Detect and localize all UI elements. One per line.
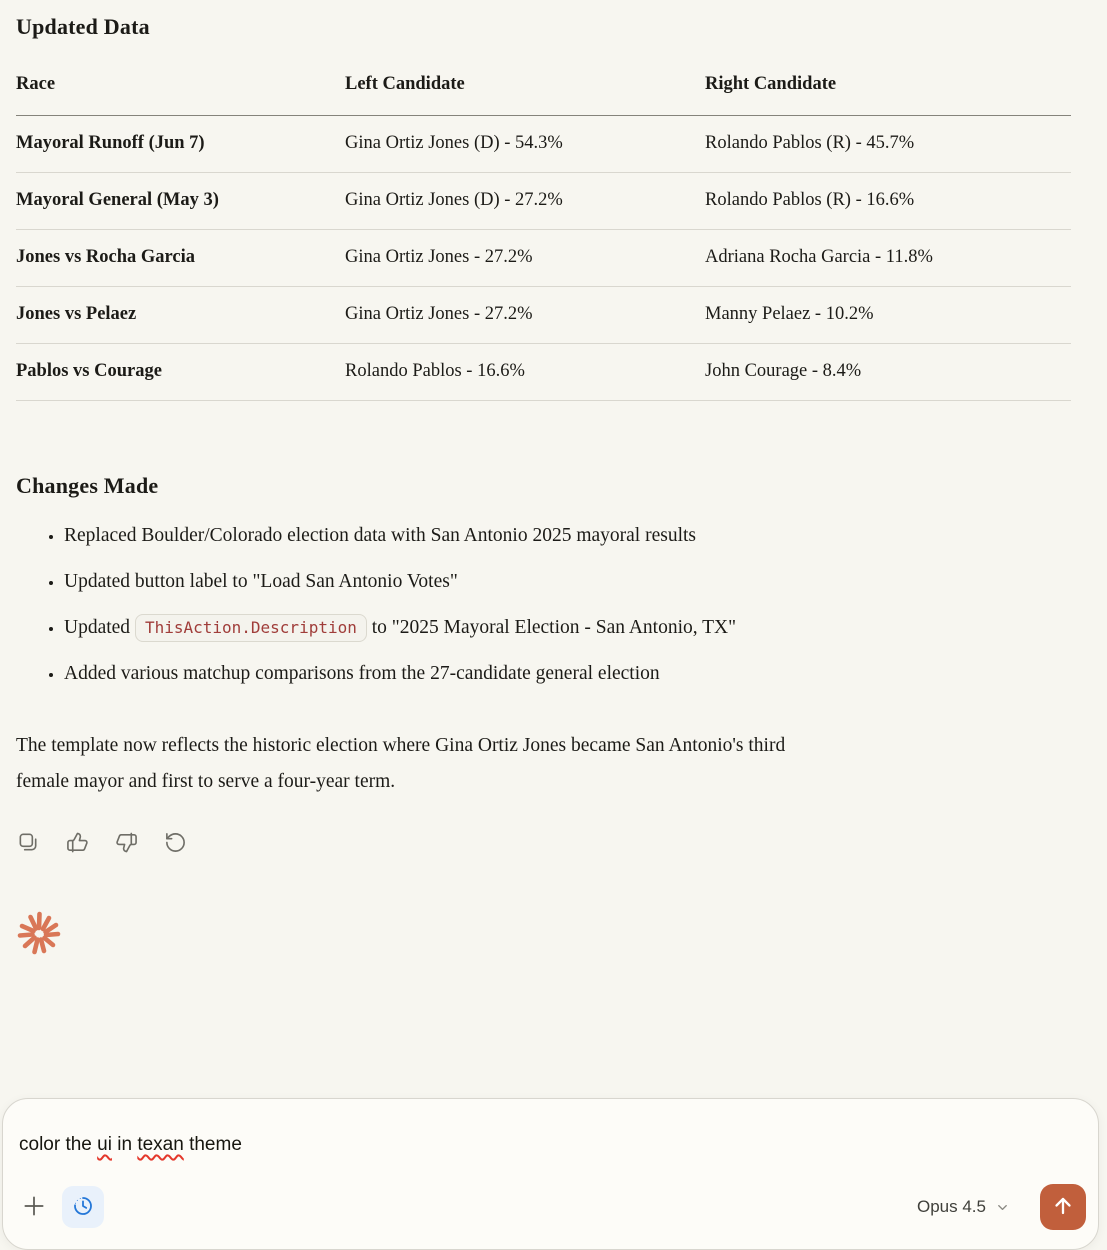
left-candidate-cell: Gina Ortiz Jones - 27.2% [345, 287, 705, 344]
list-item-text: Replaced Boulder/Colorado election data with San Antonio 2025 mayoral results [64, 525, 696, 546]
list-item-text: to "2025 Mayoral Election - San Antonio, TX" [366, 617, 737, 638]
copy-button[interactable] [16, 832, 40, 856]
left-candidate-cell: Gina Ortiz Jones - 27.2% [345, 230, 705, 287]
table-row [16, 116, 1071, 173]
extended-thinking-button[interactable] [62, 1186, 104, 1228]
right-candidate-cell: Rolando Pablos (R) - 16.6% [705, 173, 1071, 230]
right-candidate-cell: Manny Pelaez - 10.2% [705, 287, 1071, 344]
input-text-misspelled: ui [97, 1134, 112, 1155]
input-text: theme [183, 1134, 242, 1155]
model-name: Opus 4.5 [917, 1197, 986, 1216]
left-candidate-cell: Rolando Pablos - 16.6% [345, 344, 705, 401]
clock-history-icon [71, 1194, 95, 1221]
race-cell: Mayoral Runoff (Jun 7) [16, 116, 345, 173]
closing-paragraph: The template now reflects the historic election where Gina Ortiz Jones became San Antonio's third female mayor and first to serve a four-year term. [16, 735, 786, 792]
list-item [64, 521, 1091, 550]
list-item [64, 567, 1091, 596]
input-text-misspelled: texan [137, 1134, 184, 1155]
inline-code-chip: ThisAction.Description [135, 614, 367, 642]
input-text: color the [19, 1134, 98, 1155]
list-item-text: Updated button label to "Load San Antonio Votes" [64, 571, 458, 592]
table-row [16, 230, 1071, 287]
thumbs-down-icon [115, 831, 138, 857]
race-cell: Mayoral General (May 3) [16, 173, 345, 230]
list-item [64, 613, 1091, 642]
column-header-right-candidate: Right Candidate [705, 70, 1071, 116]
list-item-text: Added various matchup comparisons from the 27-candidate general election [64, 663, 660, 684]
column-header-race: Race [16, 70, 345, 116]
list-item [64, 659, 1091, 688]
table-row [16, 173, 1071, 230]
copy-icon [17, 831, 40, 857]
thumbs-up-button[interactable] [65, 832, 89, 856]
arrow-up-icon [1051, 1194, 1075, 1221]
race-cell: Jones vs Rocha Garcia [16, 230, 345, 287]
input-text: in [111, 1134, 138, 1155]
table-header-row [16, 70, 1071, 116]
left-candidate-cell: Gina Ortiz Jones (D) - 27.2% [345, 173, 705, 230]
claude-starburst-logo [16, 910, 62, 956]
plus-icon [21, 1193, 47, 1222]
table-row [16, 287, 1071, 344]
race-cell: Jones vs Pelaez [16, 287, 345, 344]
chat-input[interactable] [19, 1134, 1078, 1156]
thumbs-up-icon [66, 831, 89, 857]
attach-button[interactable] [19, 1192, 49, 1222]
election-results-table [16, 70, 1071, 401]
thumbs-down-button[interactable] [114, 832, 138, 856]
model-selector[interactable] [917, 1197, 1010, 1217]
right-candidate-cell: Adriana Rocha Garcia - 11.8% [705, 230, 1071, 287]
column-header-left-candidate: Left Candidate [345, 70, 705, 116]
retry-button[interactable] [163, 832, 187, 856]
chat-composer[interactable] [2, 1098, 1099, 1250]
right-candidate-cell: John Courage - 8.4% [705, 344, 1071, 401]
right-candidate-cell: Rolando Pablos (R) - 45.7% [705, 116, 1071, 173]
changes-made-heading: Changes Made [16, 473, 159, 498]
message-actions [16, 832, 1091, 856]
left-candidate-cell: Gina Ortiz Jones (D) - 54.3% [345, 116, 705, 173]
list-item-text: Updated [64, 617, 135, 638]
race-cell: Pablos vs Courage [16, 344, 345, 401]
table-row [16, 344, 1071, 401]
retry-icon [164, 831, 187, 857]
composer-toolbar [19, 1183, 1086, 1231]
chevron-down-icon [995, 1200, 1010, 1215]
updated-data-heading: Updated Data [16, 14, 150, 39]
changes-list [16, 521, 1091, 688]
send-button[interactable] [1040, 1184, 1086, 1230]
